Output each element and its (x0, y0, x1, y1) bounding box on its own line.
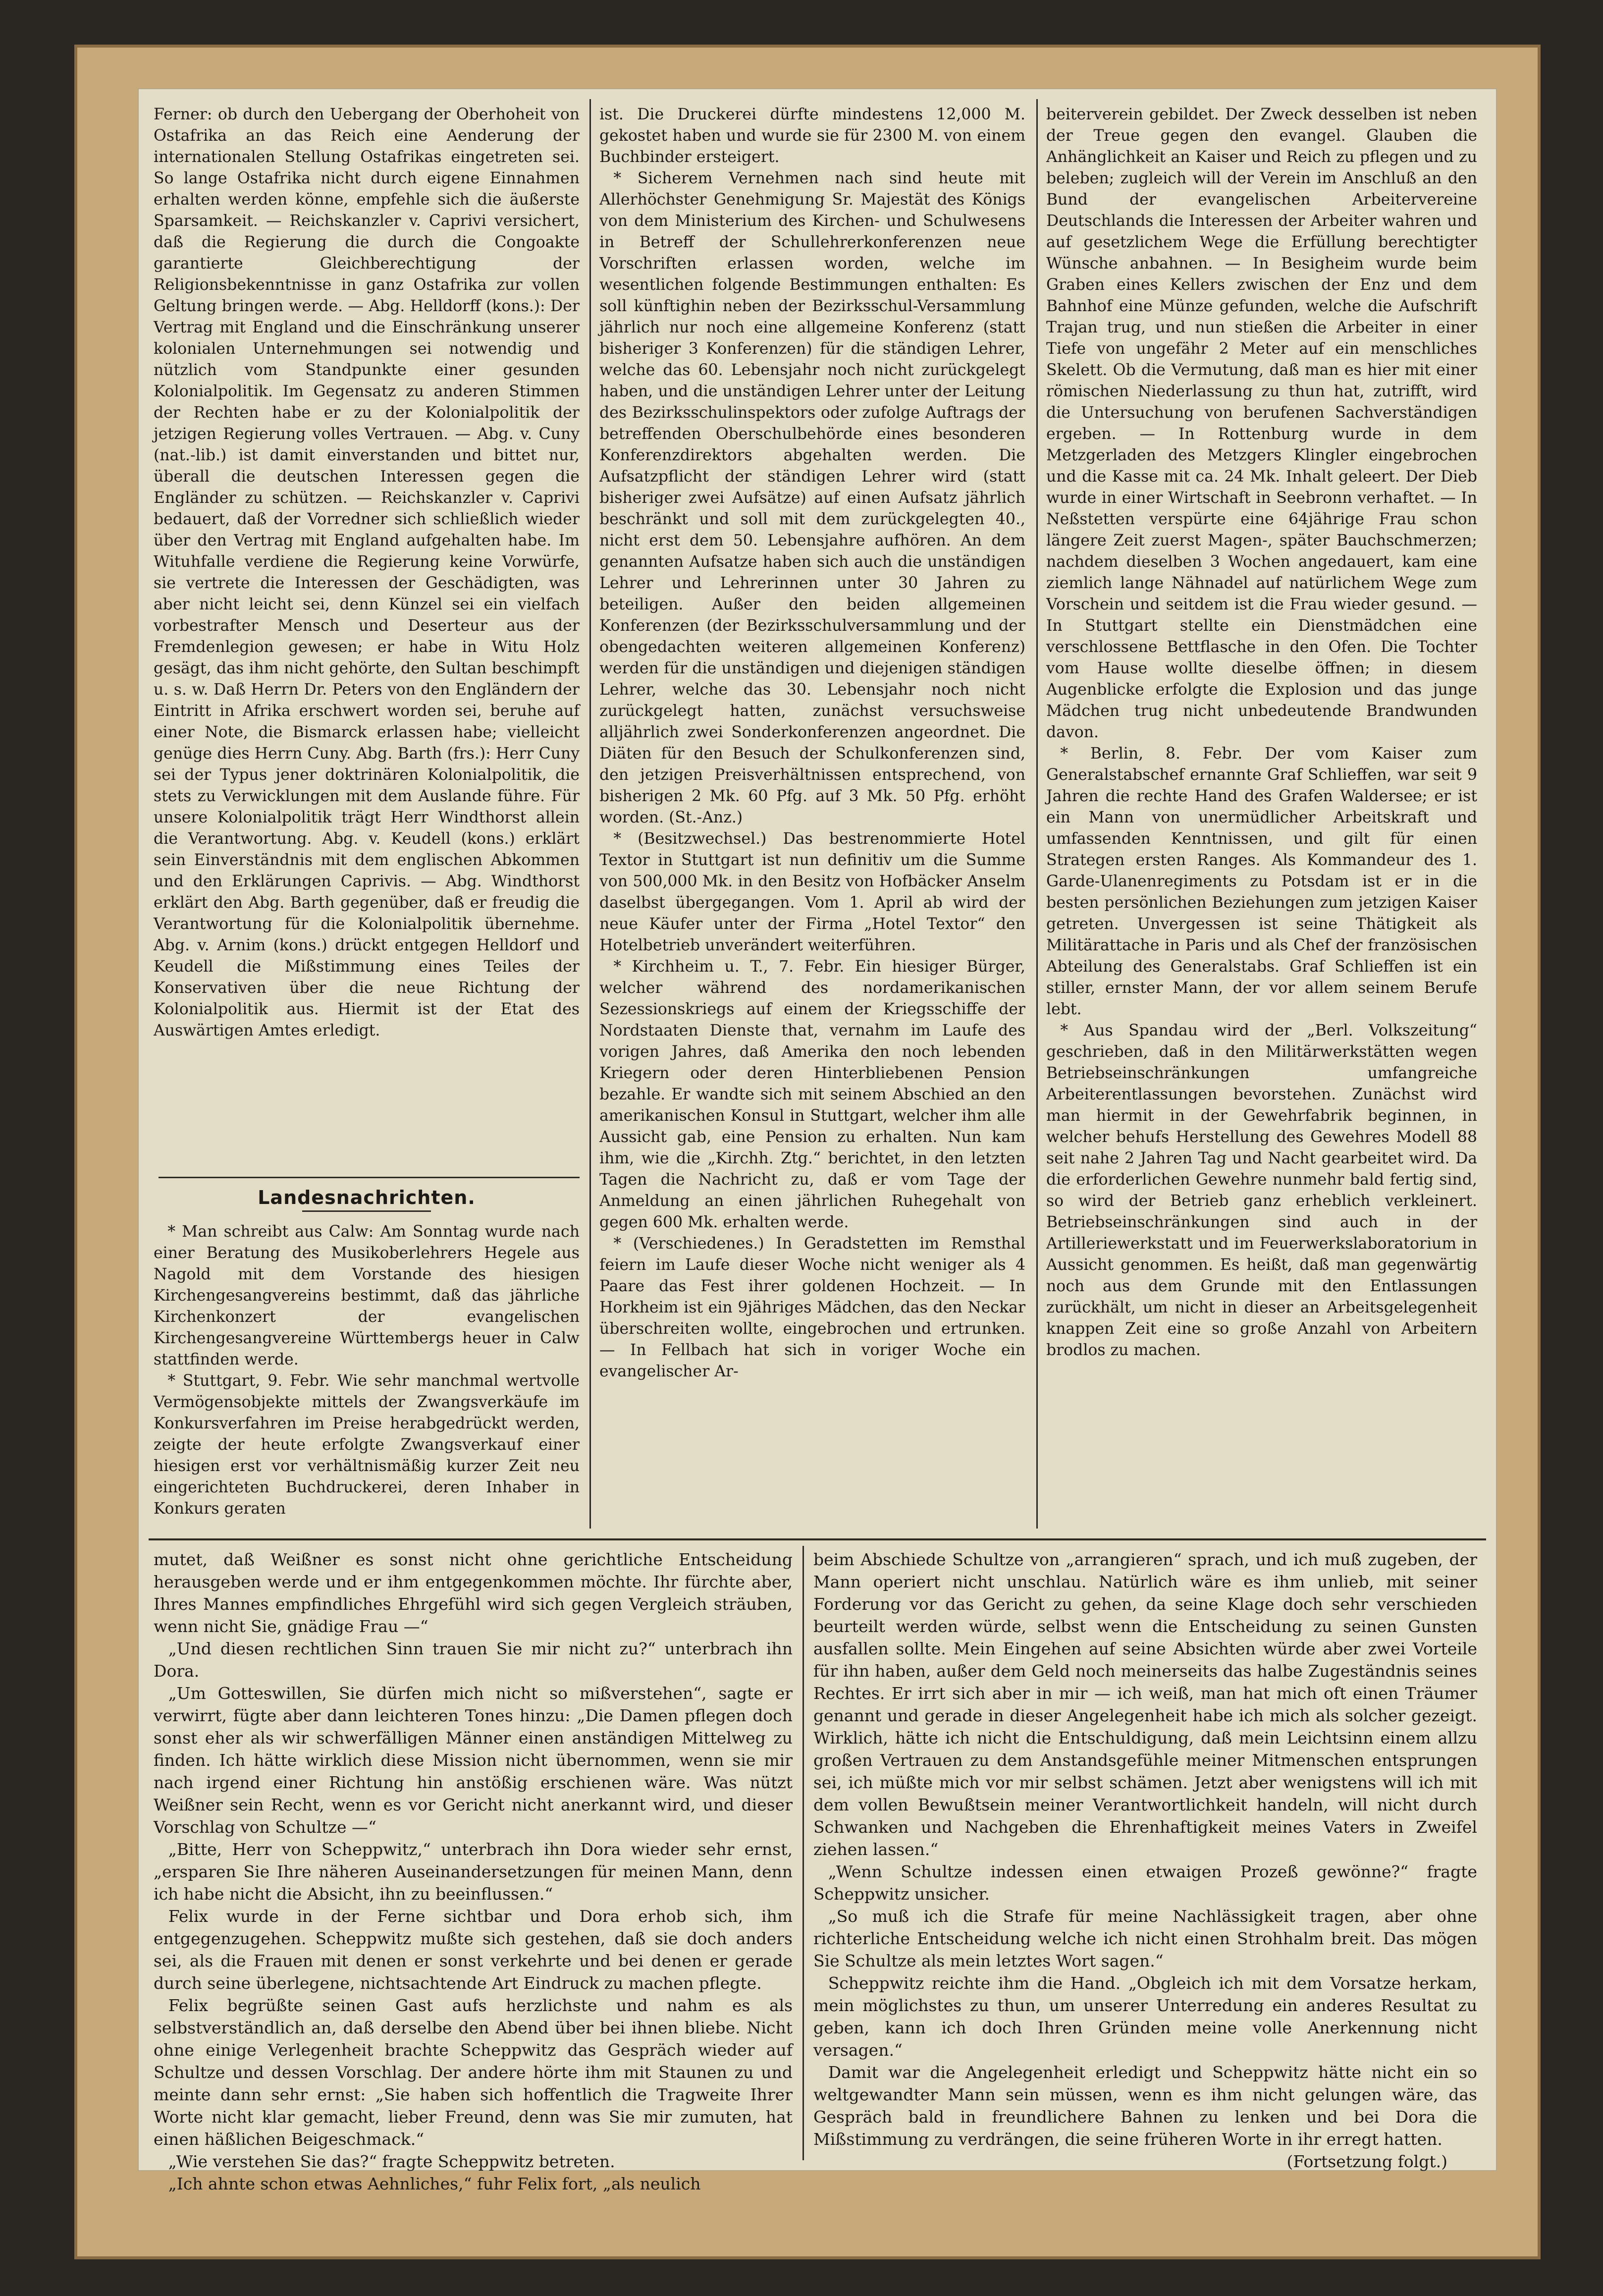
article-paragraph: * Stuttgart, 9. Febr. Wie sehr manchmal wertvolle Vermögensobjekte mittels der Zwangsverkäufe im Konkursverfahren im Preise herabgedrückt werden, zeigte der heute erfolgte Zwangsverkauf einer hiesigen erst vor verhältnismäßig kurzer Zeit neu eingerichteten Buchdruckerei, deren Inhaber in Konkurs geraten (154, 1372, 580, 1518)
column-rule (589, 99, 591, 1529)
feuilleton-column-left (154, 1548, 793, 2193)
story-paragraph: Felix begrüßte seinen Gast aufs herzlichste und nahm es als selbstverständlich an, daß derselbe den Abend über bei ihnen bliebe. Nicht ohne einige Verlegenheit brachte Scheppwitz das Gespräch wieder auf Schultze und dessen Vorschlag. Der andere hörte ihm mit Staunen zu und meinte dann sehr ernst: „Sie haben sich hoffentlich die Tragweite Ihrer Worte nicht klar gemacht, lieber Freund, denn was Sie mir zumuten, hat einen häßlichen Beigeschmack.“ (154, 1996, 793, 2149)
feuilleton-column-right (813, 1548, 1477, 2171)
article-paragraph: ist. Die Druckerei dürfte mindestens 12,000 M. gekostet haben und wurde sie für 2300 M. von einem Buchbinder ersteigert. (599, 106, 1025, 166)
article-paragraph: * Kirchheim u. T., 7. Febr. Ein hiesiger Bürger, welcher während des nordamerikanischen Sezessionskriegs auf einem der Kriegsschiffe der Nordstaaten Dienste that, vernahm im Laufe des vorigen Jahres, daß Amerika den noch lebenden Kriegern oder deren Hinterbliebenen Pension bezahle. Er wandte sich mit seinem Abschied an den amerikanischen Konsul in Stuttgart, welcher ihm alle Aussicht gab, eine Pension zu erhalten. Nun kam ihm, wie die „Kirchh. Ztg.“ berichtet, in den letzten Tagen die Nachricht zu, daß er vom Tage der Anmeldung an einen jährlichen Ruhegehalt von gegen 600 Mk. erhalten werde. (599, 958, 1025, 1231)
news-column-1-lower (154, 1221, 580, 1526)
article-paragraph: * Man schreibt aus Calw: Am Sonntag wurde nach einer Beratung des Musikoberlehrers Hegele aus Nagold mit dem Vorstande des hiesigen Kirchengesangvereins bestimmt, daß das jährliche Kirchenkonzert der evangelischen Kirchengesangvereine Württembergs heuer in Calw stattfinden werde. (154, 1223, 580, 1368)
article-paragraph: * Sicherem Vernehmen nach sind heute mit Allerhöchster Genehmigung Sr. Majestät des Königs von dem Ministerium des Kirchen- und Schulwesens in Betreff der Schullehrerkonferenzen neue Vorschriften erlassen worden, welche im wesentlichen folgende Bestimmungen enthalten: Es soll künftighin neben der Bezirksschul-Versammlung jährlich nur noch eine allgemeine Konferenz (statt bisheriger 3 Konferenzen) für die ständigen Lehrer, welche das 60. Lebensjahr noch nicht zurückgelegt haben, und die unständigen Lehrer unter der Leitung des Bezirksschulinspektors oder zufolge Auftrags der betreffenden Oberschulbehörde eines besonderen Konferenzdirektors abgehalten werden. Die Aufsatzpflicht der ständigen Lehrer wird (statt bisheriger zwei Aufsätze) auf einen Aufsatz jährlich beschränkt und soll mit dem zurückgelegten 40., nicht erst dem 50. Lebensjahre aufhören. An dem genannten Aufsatze haben sich auch die unständigen Lehrer und Lehrerinnen unter 30 Jahren zu beteiligen. Außer den beiden allgemeinen Konferenzen (der Bezirksschulversammlung und der obengedachten weiteren allgemeinen Konferenz) werden für die unständigen und diejenigen ständigen Lehrer, welche das 30. Lebensjahr noch nicht zurückgelegt hatten, zunächst versuchsweise alljährlich zwei Sonderkonferenzen angeordnet. Die Diäten für den Besuch der Schulkonferenzen sind, den jetzigen Preisverhältnissen entsprechend, von bisherigen 2 Mk. 60 Pfg. auf 3 Mk. 50 Pfg. erhöht worden. (St.-Anz.) (599, 169, 1025, 826)
story-paragraph: Felix wurde in der Ferne sichtbar und Dora erhob sich, ihm entgegenzugehen. Scheppwitz mußte sich gestehen, daß sie doch anders sei, als die Frauen mit denen er sonst verkehrte und bei denen er gerade durch seine überlegene, nichtsachtende Art Eindruck zu machen pflegte. (154, 1907, 793, 1993)
story-paragraph: „Bitte, Herr von Scheppwitz,“ unterbrach ihn Dora wieder sehr ernst, „ersparen Sie Ihre näheren Auseinandersetzungen für meinen Mann, denn ich habe nicht die Absicht, ihn zu beeinflussen.“ (154, 1840, 793, 1904)
section-heading: Landesnachrichten. (258, 1187, 476, 1208)
article-paragraph: beiterverein gebildet. Der Zweck desselben ist neben der Treue gegen den evangel. Glauben die Anhänglichkeit an Kaiser und Reich zu pflegen und zu beleben; zugleich will der Verein im Anschluß an den Bund der evangelischen Arbeitervereine Deutschlands die Interessen der Arbeiter wahren und auf gesetzlichem Wege die Erfüllung berechtigter Wünsche anbahnen. — In Besigheim wurde beim Graben eines Kellers zwischen der Enz und dem Bahnhof eine Münze gefunden, welche die Aufschrift Trajan trug, und nun stießen die Arbeiter in einer Tiefe von ungefähr 2 Meter auf ein menschliches Skelett. Ob die Vermutung, daß man es hier mit einer römischen Niederlassung zu thun hat, zutrifft, wird die Untersuchung von berufenen Sachverständigen ergeben. — In Rottenburg wurde in dem Metzgerladen des Metzgers Klingler eingebrochen und die Kasse mit ca. 24 Mk. Inhalt geleert. Der Dieb wurde in einer Wirtschaft in Seebronn verhaftet. — In Neßstetten verspürte eine 64jährige Frau schon längere Zeit zuerst Magen-, später Bauchschmerzen; nachdem dieselben 3 Wochen angedauert, kam eine ziemlich lange Nähnadel auf natürlichem Wege zum Vorschein und seitdem ist die Frau wieder gesund. — In Stuttgart stellte ein Dienstmädchen eine verschlossene Bettflasche in den Ofen. Die Tochter vom Hause wollte dieselbe öffnen; in diesem Augenblicke erfolgte die Explosion und das junge Mädchen trug nicht unbedeutende Brandwunden davon. (1046, 106, 1477, 741)
article-paragraph: * Aus Spandau wird der „Berl. Volkszeitung“ geschrieben, daß in den Militärwerkstätten wegen Betriebseinschränkungen umfangreiche Arbeiterentlassungen bevorstehen. Zunächst wird man hiermit in der Gewehrfabrik beginnen, in welcher behufs Herstellung des Gewehres Modell 88 seit nahe 2 Jahren Tag und Nacht gearbeitet wird. Da die erforderlichen Gewehre nunmehr bald fertig sind, so wird der Betrieb ganz erheblich verkleinert. Betriebseinschränkungen sind auch in der Artilleriewerkstatt und im Feuerwerkslaboratorium in Aussicht genommen. Es heißt, daß man gegenwärtig noch aus dem Grunde mit den Entlassungen zurückhält, um nicht in dieser an Arbeitsgelegenheit knappen Zeit eine so große Anzahl von Arbeitern brodlos zu machen. (1046, 1022, 1477, 1359)
story-paragraph: beim Abschiede Schultze von „arrangieren“ sprach, und ich muß zugeben, der Mann operiert nicht unschlau. Natürlich wäre es ihm unlieb, mit seiner Forderung vor das Gericht zu gehen, da seine Klage doch sehr verschieden beurteilt werden würde, selbst wenn die Entscheidung zu seinen Gunsten ausfallen sollte. Mein Eingehen auf seine Absichten würde aber zwei Vorteile für ihn haben, außer dem Geld noch meinerseits das halbe Zugeständnis seines Rechtes. Er irrt sich aber in mir — ich weiß, man hat mich oft einen Träumer genannt und gerade in dieser Angelegenheit habe ich mich als solcher gezeigt. Wirklich, hätte ich nicht die Entschuldigung, daß mein Leichtsinn einem allzu großen Vertrauen zu dem Anstandsgefühle meiner Mitmenschen entsprungen sei, ich müßte mich vor mir selbst schämen. Jetzt aber wenigstens will ich mit dem vollen Bewußtsein meiner Verantwortlichkeit handeln, will nicht durch Schwanken und Nachgeben die Ehrenhaftigkeit meines Vaters in Zweifel ziehen lassen.“ (813, 1550, 1477, 1859)
column-rule (1036, 99, 1038, 1529)
story-paragraph: „Um Gotteswillen, Sie dürfen mich nicht so mißverstehen“, sagte er verwirrt, fügte aber dann leichteren Tones hinzu: „Die Damen pflegen doch sonst eher als wir schwerfälligen Männer einen anständigen Mittelweg zu finden. Ich hätte wirklich diese Mission nicht übernommen, wenn sie mir nach irgend einer Richtung hin anstößig erschienen wäre. Was nützt Weißner sein Recht, wenn es vor Gericht nicht anerkannt wird, und dieser Vorschlag von Schultze —“ (154, 1684, 793, 1837)
story-paragraph: mutet, daß Weißner es sonst nicht ohne gerichtliche Entscheidung herausgeben werde und er ihm entgegenkommen möchte. Ihr fürchte aber, Ihres Mannes empfindliches Ehrgefühl wird sich gegen Vergleich sträuben, wenn nicht Sie, gnädige Frau —“ (154, 1550, 793, 1636)
section-heading-underline (302, 1210, 431, 1212)
news-column-3 (1046, 104, 1477, 1526)
article-paragraph: * (Verschiedenes.) In Geradstetten im Remsthal feiern im Laufe dieser Woche nicht weniger als 4 Paare das Fest ihrer goldenen Hochzeit. — In Horkheim ist ein 9jähriges Mädchen, das den Neckar überschreiten wollte, eingebrochen und ertrunken. — In Fellbach hat sich in voriger Woche ein evangelischer Ar- (599, 1235, 1025, 1380)
news-column-1 (154, 104, 580, 1169)
story-paragraph: „Und diesen rechtlichen Sinn trauen Sie mir nicht zu?“ unterbrach ihn Dora. (154, 1639, 793, 1681)
story-paragraph: „Wenn Schultze indessen einen etwaigen Prozeß gewönne?“ fragte Scheppwitz unsicher. (813, 1862, 1477, 1904)
story-paragraph: „Wie verstehen Sie das?“ fragte Scheppwitz betreten. (168, 2152, 615, 2171)
story-paragraph: „Ich ahnte schon etwas Aehnliches,“ fuhr Felix fort, „als neulich (168, 2174, 701, 2193)
story-paragraph: Damit war die Angelegenheit erledigt und Scheppwitz hätte nicht ein so weltgewandter Mann sein müssen, wenn es ihm nicht gelungen wäre, das Gespräch bald in freundlichere Bahnen zu lenken und bei Dora die Mißstimmung zu verdrängen, die seine früheren Worte in ihr erregt hatten. (813, 2063, 1477, 2149)
article-paragraph: * (Besitzwechsel.) Das bestrenommierte Hotel Textor in Stuttgart ist nun definitiv um die Summe von 500,000 Mk. in den Besitz von Hofbäcker Anselm daselbst übergegangen. Vom 1. April ab wird der neue Käufer unter der Firma „Hotel Textor“ den Hotelbetrieb unverändert weiterführen. (599, 830, 1025, 954)
article-paragraph: * Berlin, 8. Febr. Der vom Kaiser zum Generalstabschef ernannte Graf Schlieffen, war seit 9 Jahren die rechte Hand des Grafen Waldersee; er ist ein Mann von unermüdlicher Arbeitskraft und umfassenden Kenntnissen, und gilt für einen Strategen ersten Ranges. Als Kommandeur des 1. Garde-Ulanenregiments zu Potsdam ist er in die besten persönlichen Beziehungen zum jetzigen Kaiser getreten. Unvergessen ist seine Thätigkeit als Militärattache in Paris und als Chef der französischen Abteilung des Generalstabs. Graf Schlieffen ist ein stiller, ernster Mann, der vor allem seinem Berufe lebt. (1046, 745, 1477, 1018)
feuilleton-column-rule (802, 1546, 804, 2160)
article-paragraph: Ferner: ob durch den Uebergang der Oberhoheit von Ostafrika an das Reich eine Aenderung der internationalen Stellung Ostafrikas eingetreten sei. So lange Ostafrika nicht durch eigene Einnahmen erhalten werden könne, empfehle sich die äußerste Sparsamkeit. — Reichskanzler v. Caprivi versichert, daß die Regierung die durch die Congoakte garantierte Gleichberechtigung der Religionsbekenntnisse in ganz Ostafrika zur vollen Geltung bringen werde. — Abg. Helldorff (kons.): Der Vertrag mit England und die Einschränkung unserer kolonialen Unternehmungen sei notwendig und nützlich vom Standpunkte einer gesunden Kolonialpolitik. Im Gegensatz zu anderen Stimmen der Rechten habe er zu der Kolonialpolitik der jetzigen Regierung volles Vertrauen. — Abg. v. Cuny (nat.-lib.) ist damit einverstanden und bittet nur, überall die deutschen Interessen gegen die Engländer zu schützen. — Reichskanzler v. Caprivi bedauert, daß der Vorredner sich schließlich wieder über den Vertrag mit England aufgehalten habe. Im Wituhfalle verdiene die Regierung keine Vorwürfe, sie vertrete die Interessen der Geschädigten, was aber nicht leicht sei, denn Künzel sei ein vielfach vorbestrafter Mensch und Deserteur aus der Fremdenlegion gewesen; er habe in Witu Holz gesägt, das ihm nicht gehörte, den Sultan beschimpft u. s. w. Daß Herrn Dr. Peters von den Engländern der Eintritt in Afrika erschwert worden sei, beruhe auf einer Note, die Bismarck erlassen habe; vielleicht genüge dies Herrn Cuny. Abg. Barth (frs.): Herr Cuny sei der Typus jener doktrinären Kolonialpolitik, die stets zu Verwicklungen mit dem Auslande führe. Für unsere Kolonialpolitik trägt Herr Windthorst allein die Verantwortung. Abg. v. Keudell (kons.) erklärt sein Einverständnis mit dem englischen Abkommen und den Erklärungen Caprivis. — Abg. Windthorst erklärt den Abg. Barth gegenüber, daß er freudig die Verantwortung für die Kolonialpolitik übernehme. Abg. v. Arnim (kons.) drückt entgegen Helldorf und Keudell die Mißstimmung eines Teiles der Konservativen über die neue Richtung der Kolonialpolitik aus. Hiermit ist der Etat des Auswärtigen Amtes erledigt. (154, 106, 580, 1039)
feuilleton-divider-rule (149, 1538, 1486, 1540)
story-paragraph: „So muß ich die Strafe für meine Nachlässigkeit tragen, aber ohne richterliche Entscheidung welche ich nicht einen Strohhalm breit. Das mögen Sie Schultze als mein letztes Wort sagen.“ (813, 1907, 1477, 1970)
news-column-2 (599, 104, 1025, 1526)
continued-note: (Fortsetzung folgt.) (1286, 2152, 1447, 2171)
story-paragraph: Scheppwitz reichte ihm die Hand. „Obgleich ich mit dem Vorsatze herkam, mein möglichstes zu thun, um unserer Unterredung ein anderes Resultat zu geben, kann ich doch Ihren Gründen meine volle Anerkennung nicht versagen.“ (813, 1973, 1477, 2060)
newspaper-page (139, 89, 1496, 2193)
column-divider-rule (159, 1177, 580, 1178)
